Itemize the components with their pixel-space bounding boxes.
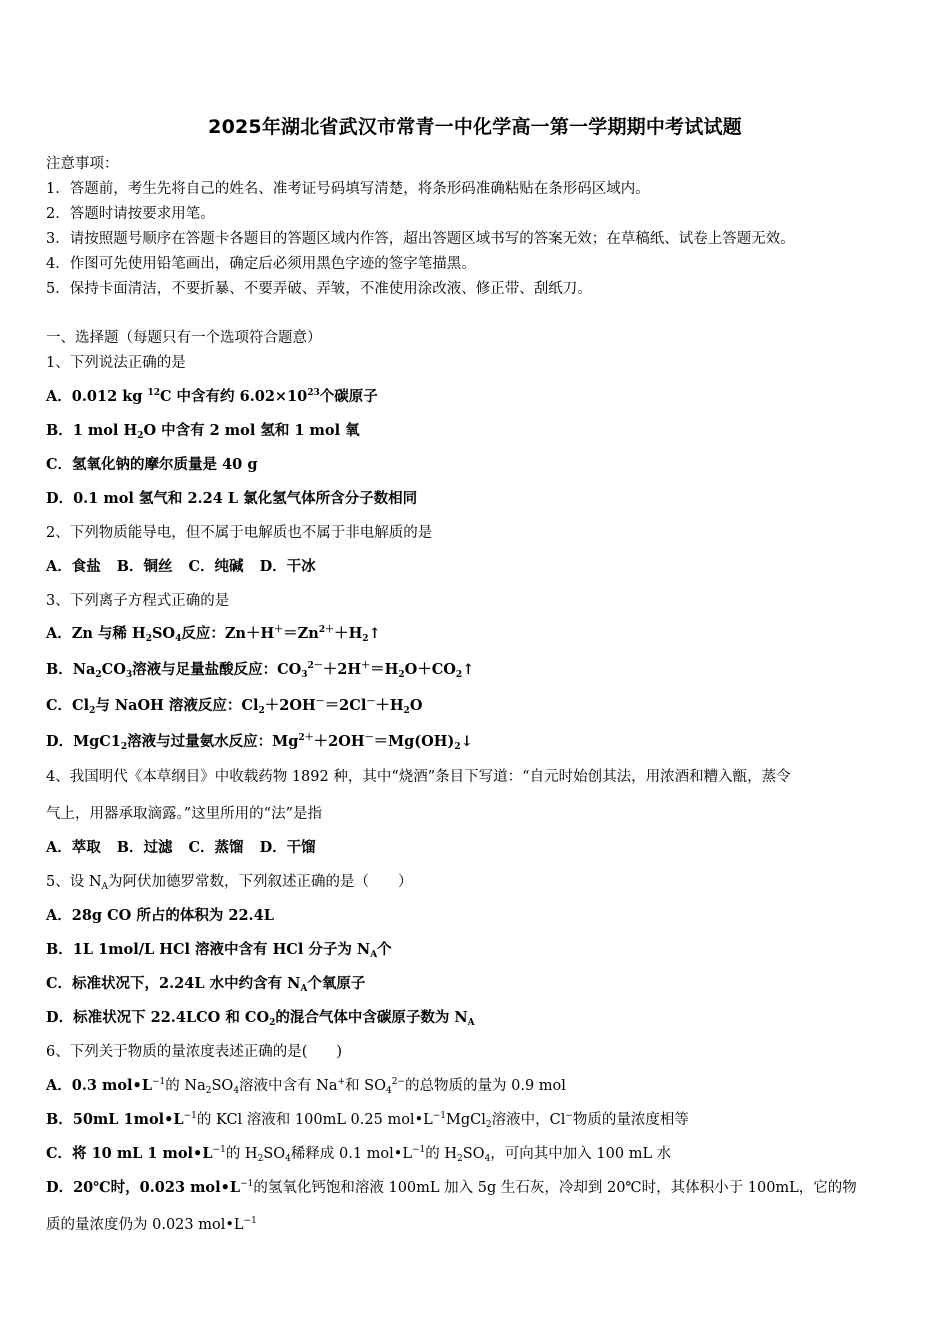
q2-options <box>46 555 316 576</box>
notice-item-5: 5．保持卡面清洁，不要折暴、不要弄破、弄皱，不准使用涂改液、修正带、刮纸刀。 <box>46 281 592 297</box>
q2-stem: 2、下列物质能导电，但不属于电解质也不属于非电解质的是 <box>46 525 433 541</box>
q6-option-a: A．0.3 $mol•L^{-1}$的 $Na_2SO_4$溶液中含有 Na+和 $SO_4^{2-}$的总物质的量为 0.9 mol <box>46 1077 566 1096</box>
q3-stem: 3、下列离子方程式正确的是 <box>46 593 230 609</box>
q1-option-a: A．0.012 kg $^{12}$C 中含有约 $6.02\times 10^{23}$个碳原子 <box>46 388 378 405</box>
notice-item-1: 1．答题前，考生先将自己的姓名、准考证号码填写清楚，将条形码准确粘贴在条形码区域内。 <box>46 181 650 197</box>
q4-option-d: D．干馏 <box>259 839 316 856</box>
q6-stem: 6、下列关于物质的量浓度表述正确的是( ) <box>46 1044 343 1060</box>
q4-option-b: B．过滤 <box>116 839 173 856</box>
q6-option-b: B．50mL $1mol•L^{-1}$的 KCl 溶液和 100mL 0.25 $mol•L^{-1}MgCl_2$溶液中，Cl−物质的量浓度相等 <box>46 1111 689 1130</box>
q5-stem: 5、设 $N_A$为阿伏加德罗常数，下列叙述正确的是（ ） <box>46 874 413 892</box>
q3-option-b: B．$Na_2CO_3$溶液与足量盐酸反应：$CO_3^{2-}+2H^+=H_2O+CO_2↑$ <box>46 661 475 680</box>
q3-option-c: C．$Cl_2$与 NaOH 溶液反应：$Cl_2+2OH^-=2Cl^-+H_2O$ <box>46 697 423 716</box>
q6-option-d-line1: D．20℃时，0.023 $mol•L^{-1}$的氢氧化钙饱和溶液 100mL 加入 5g 生石灰，冷却到 20℃时，其体积小于 100mL，它的物 <box>46 1179 857 1196</box>
q1-option-b: B．1 mol $H_2O$ 中含有 2 mol 氢和 1 mol 氧 <box>46 422 360 441</box>
notice-item-3: 3．请按照题号顺序在答题卡各题目的答题区域内作答，超出答题区域书写的答案无效；在草稿纸、试卷上答题无效。 <box>46 231 795 247</box>
q1-stem: 1、下列说法正确的是 <box>46 355 186 371</box>
q3-option-a: A．Zn 与稀 $H_2SO_4$反应：$Zn+H^+=Zn^{2+}+H_2↑$ <box>46 625 381 644</box>
q4-stem-line2: 气上，用器承取滴露。”这里所用的“法”是指 <box>46 806 322 822</box>
q4-option-c: C．蒸馏 <box>188 839 244 856</box>
section-heading: 一、选择题（每题只有一个选项符合题意） <box>46 330 322 346</box>
q4-stem-line1: 4、我国明代《本草纲目》中收载药物 1892 种，其中“烧酒”条目下写道：“自元时始创其法，用浓酒和糟入甑，蒸令 <box>46 769 791 785</box>
notice-item-4: 4．作图可先使用铅笔画出，确定后必须用黑色字迹的签字笔描黑。 <box>46 256 476 272</box>
q5-option-c: C．标准状况下，2.24L 水中约含有 $N_A$个氧原子 <box>46 975 366 994</box>
q1-option-d: D．0.1 mol 氢气和 2.24 L 氯化氢气体所含分子数相同 <box>46 490 418 507</box>
q4-options <box>46 836 316 857</box>
q5-option-b: B．1L 1mol/L HCl 溶液中含有 HCl 分子为 $N_A$个 <box>46 941 392 960</box>
page-title: 2025年湖北省武汉市常青一中化学高一第一学期期中考试试题 <box>208 116 742 138</box>
notice-heading: 注意事项： <box>46 156 119 172</box>
q2-option-b: B．铜丝 <box>116 558 173 575</box>
q2-option-d: D．干冰 <box>259 558 316 575</box>
q3-option-d: D．$MgC1_2$溶液与过量氨水反应：$Mg^{2+}+2OH^-=Mg(OH)_2↓$ <box>46 733 473 752</box>
q5-option-a: A．28g CO 所占的体积为 22.4L <box>46 907 274 924</box>
notice-item-2: 2．答题时请按要求用笔。 <box>46 206 215 222</box>
q6-option-c: C．将 10 mL 1 $mol•L^{-1}$的 $H_2SO_4$稀释成 0.1 $mol•L^{-1}$的 $H_2SO_4$，可向其中加入 100 mL 水 <box>46 1145 672 1164</box>
q2-option-a: A．食盐 <box>46 558 101 575</box>
q5-option-d: D．标准状况下 22.4LCO 和 $CO_2$的混合气体中含碳原子数为 $N_A$ <box>46 1009 475 1028</box>
q6-option-d-line2: 质的量浓度仍为 0.023 $mol•L^{-1}$ <box>46 1216 257 1233</box>
q1-option-c: C．氢氧化钠的摩尔质量是 40 g <box>46 456 258 473</box>
q2-option-c: C．纯碱 <box>188 558 244 575</box>
q4-option-a: A．萃取 <box>46 839 101 856</box>
